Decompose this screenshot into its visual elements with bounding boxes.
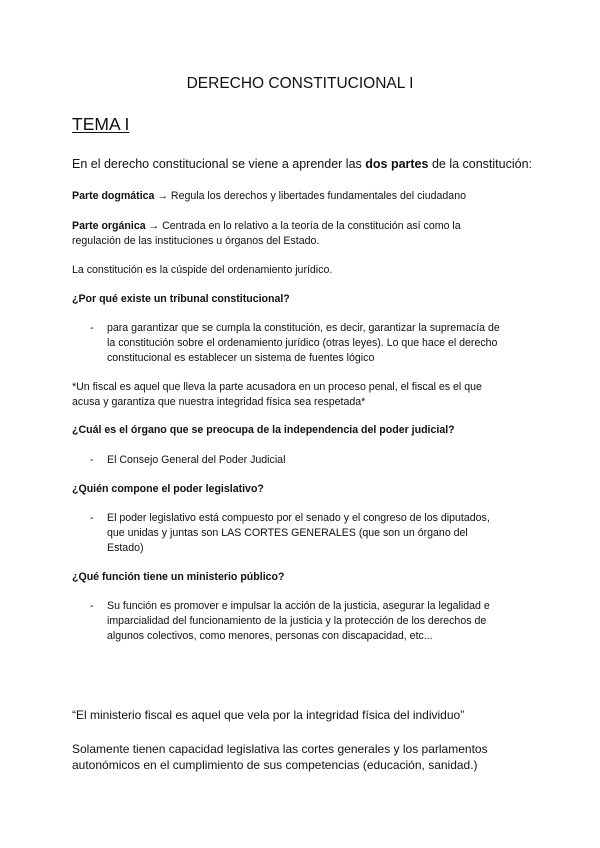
answer-line: Su función es promover e impulsar la acción de la justicia, asegurar la legalidad e: [107, 600, 490, 612]
parte-dogmatica-text: Regula los derechos y libertades fundamentales del ciudadano: [170, 190, 466, 202]
fiscal-note-line: *Un fiscal es aquel que lleva la parte acusadora en un proceso penal, el fiscal es el que: [72, 381, 482, 393]
parte-dogmatica-label: Parte dogmática: [72, 190, 155, 202]
question-poder-legislativo: ¿Quién compone el poder legislativo?: [72, 483, 264, 495]
closing-paragraph: [72, 741, 532, 773]
parte-organica-line-2: regulación de las instituciones u órganos del Estado.: [72, 235, 320, 247]
bullet-dash: -: [90, 322, 94, 334]
question-ministerio-publico: ¿Qué función tiene un ministerio público?: [72, 571, 285, 583]
answer-line: constitucional es establecer un sistema de fuentes lógico: [107, 352, 375, 364]
answer-line: Estado): [107, 542, 144, 554]
answer-line: para garantizar que se cumpla la constitución, es decir, garantizar la supremacía de: [107, 322, 500, 334]
answer-poder-legislativo: [107, 511, 527, 556]
answer-organo-judicial: El Consejo General del Poder Judicial: [107, 454, 286, 466]
question-organo-judicial: ¿Cuál es el órgano que se preocupa de la independencia del poder judicial?: [72, 424, 455, 436]
answer-line: la constitución sobre el ordenamiento jurídico (otras leyes). Lo que hace el derecho: [107, 337, 498, 349]
closing-line: autonómicos en el cumplimiento de sus competencias (educación, sanidad.): [72, 758, 478, 772]
fiscal-note: [72, 380, 542, 410]
intro-paragraph: [72, 157, 532, 171]
bullet-dash: -: [90, 600, 94, 612]
parte-organica-text-1: Centrada en lo relativo a la teoría de la constitución así como la: [162, 220, 461, 232]
parte-organica-label: Parte orgánica: [72, 220, 146, 232]
answer-line: que unidas y juntas son LAS CORTES GENERALES (que son un órgano del: [107, 527, 468, 539]
intro-text-before: En el derecho constitucional se viene a aprender las: [72, 157, 366, 171]
fiscal-note-line: acusa y garantiza que nuestra integridad física sea respetada*: [72, 396, 366, 408]
arrow-icon: →: [154, 190, 171, 202]
bullet-dash: -: [90, 512, 94, 524]
answer-line: algunos colectivos, como menores, personas con discapacidad, etc...: [107, 630, 433, 642]
parte-organica-paragraph: [72, 219, 542, 249]
answer-line: El poder legislativo está compuesto por el senado y el congreso de los diputados,: [107, 512, 490, 524]
intro-bold-text: dos partes: [365, 157, 429, 171]
arrow-icon: →: [145, 220, 163, 232]
answer-line: imparcialidad del funcionamiento de la justicia y la protección de los derechos de: [107, 615, 487, 627]
parte-organica-line-1: [72, 219, 542, 234]
parte-dogmatica-paragraph: [72, 189, 542, 204]
quote-paragraph: “El ministerio fiscal es aquel que vela por la integridad física del individuo”: [72, 708, 465, 722]
answer-tribunal: [107, 321, 527, 366]
answer-ministerio-publico: [107, 599, 527, 644]
closing-line: Solamente tienen capacidad legislativa las cortes generales y los parlamentos: [72, 742, 488, 756]
cuspide-paragraph: La constitución es la cúspide del ordenamiento jurídico.: [72, 264, 333, 276]
section-heading: TEMA I: [72, 114, 130, 134]
bullet-dash: -: [90, 454, 94, 466]
document-title: DERECHO CONSTITUCIONAL I: [186, 75, 414, 92]
intro-text-after: de la constitución:: [428, 157, 533, 171]
question-tribunal: ¿Por qué existe un tribunal constitucional?: [72, 293, 290, 305]
